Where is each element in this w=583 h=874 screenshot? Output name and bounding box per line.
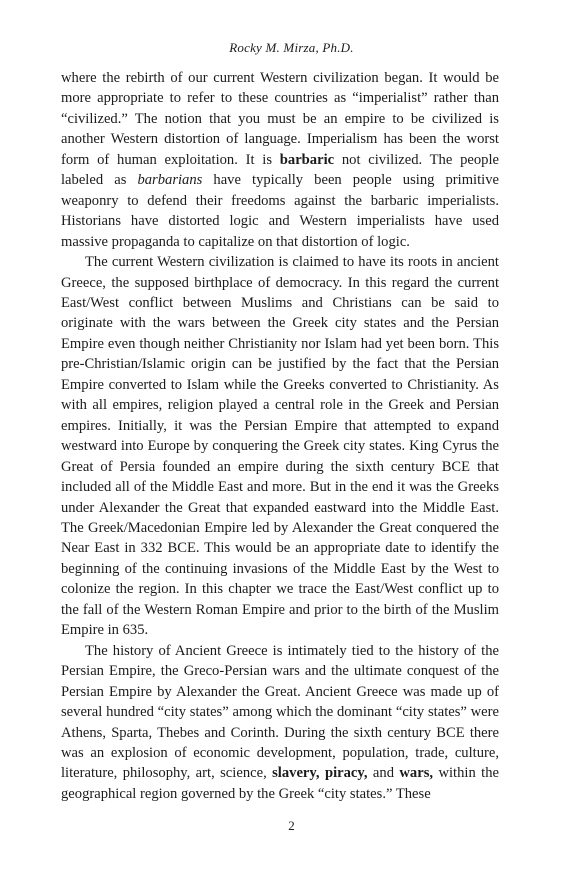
- emphasis-barbaric: barbaric: [279, 151, 335, 168]
- page-number: 2: [288, 818, 295, 833]
- emphasis-wars: wars,: [399, 765, 434, 782]
- paragraph-1-text-3: have typically been people using primitive weaponry to defend their freedoms against the barbaric imperialists. Historians have distorted logic and Western imperialists have used massive propaganda to capitalize on that distortion of logic.: [61, 172, 499, 250]
- emphasis-barbarians: barbarians: [137, 172, 203, 189]
- paragraph-3-text-1: The history of Ancient Greece is intimately tied to the history of the Persian Empire, the Greco-Persian wars and the ultimate conquest of the Persian Empire by Alexander the Great. Ancient Greece was made up of several hundred “city states” among which the dominant “city states” were Athens, Sparta, Thebes and Corinth. During the sixth century BCE there was an explosion of economic development, population, trade, culture, literature, philosophy, art, science,: [61, 642, 499, 782]
- paragraph-1-text-1: where the rebirth of our current Western civilization began. It would be more appropriate to refer to these countries as “imperialist” rather than “civilized.” The notion that you must be an empire to be civilized is another Western distortion of language. Imperialism has been the worst form of human exploitation. It is: [61, 70, 499, 168]
- body-text: [61, 68, 499, 804]
- paragraph-3-text-2: and: [367, 765, 400, 782]
- paragraph-2: The current Western civilization is claimed to have its roots in ancient Greece, the supposed birthplace of democracy. In this regard the current East/West conflict between Muslims and Christians can be said to originate with the wars between the Greek city states and the Persian Empire even though neither Christianity nor Islam had yet been born. This pre-Christian/Islamic origin can be justified by the fact that the Persian Empire converted to Islam while the Greeks converted to Christianity. As with all empires, religion played a central role in the Greek and Persian empires. Initially, it was the Persian Empire that attempted to expand westward into Europe by conquering the Greek city states. King Cyrus the Great of Persia founded an empire during the sixth century BCE that included all of the Middle East and more. But in the end it was the Greeks under Alexander the Great that expanded eastward into the Middle East. The Greek/Macedonian Empire led by Alexander the Great conquered the Near East in 332 BCE. This would be an appropriate date to identify the beginning of the continuing invasions of the Middle East by the West to colonize the region. In this chapter we trace the East/West conflict up to the fall of the Western Roman Empire and prior to the birth of the Muslim Empire in 635.: [61, 254, 499, 639]
- paragraph-3-text-3: within the geographical region governed by the Greek “city states.” These: [61, 765, 499, 802]
- paragraph-1: [61, 68, 499, 252]
- running-header-author: Rocky M. Mirza, Ph.D.: [229, 40, 354, 55]
- paragraph-1-text-2: not civilized. The people labeled as: [61, 151, 499, 189]
- emphasis-slavery-piracy: slavery, piracy,: [272, 765, 368, 782]
- paragraph-3: [61, 641, 499, 805]
